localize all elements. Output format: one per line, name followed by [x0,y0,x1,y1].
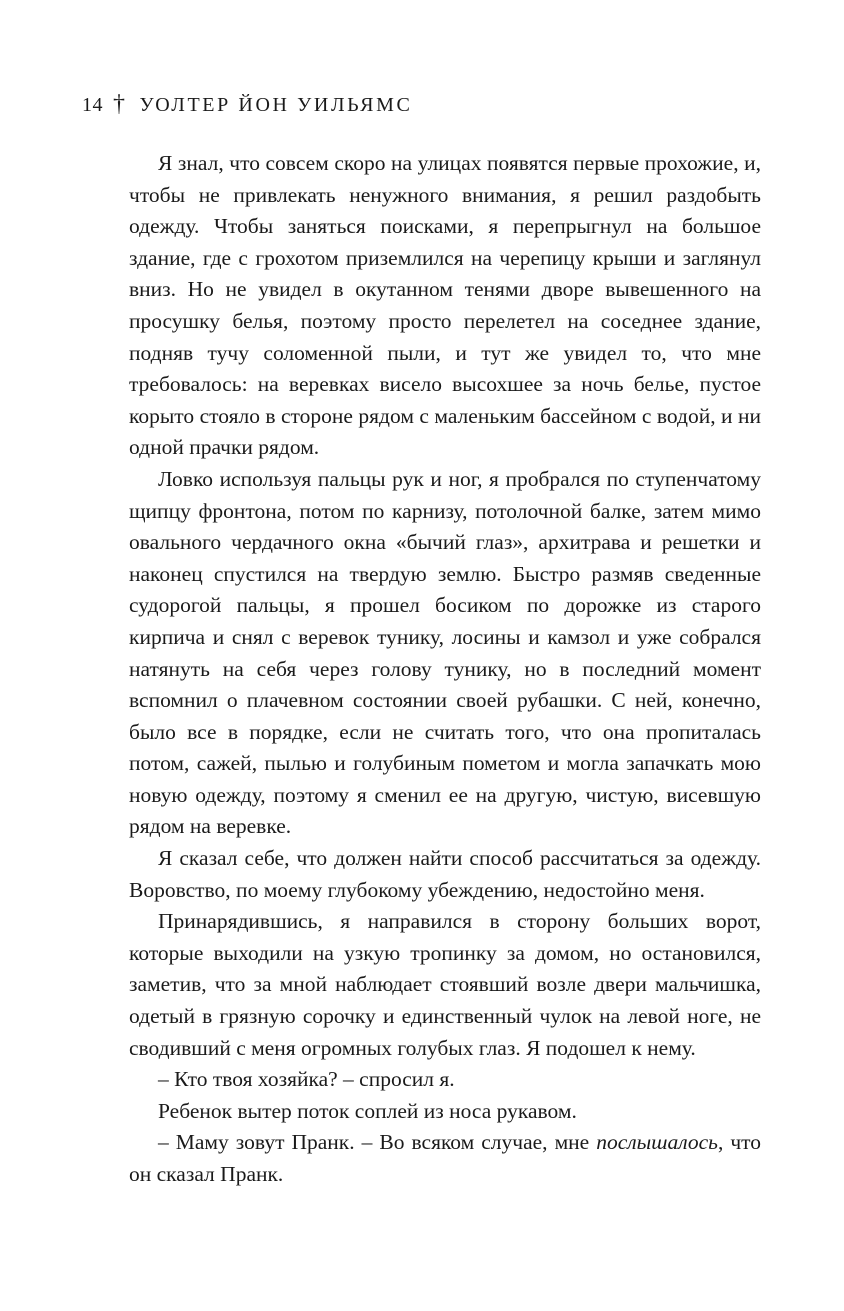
dialogue-line: – Кто твоя хозяйка? – спросил я. [158,1067,455,1092]
paragraph: Я сказал себе, что должен найти способ рассчитаться за одежду. Воровство, по моему глубокому убеждению, недостойно меня. [129,846,761,902]
dagger-ornament: † [113,90,126,117]
running-head [82,88,412,122]
paragraph: Я знал, что совсем скоро на улицах появятся первые прохожие, и, чтобы не привлекать ненужного внимания, я решил раздобыть одежду. Чтобы заняться поисками, я перепрыгнул на большое здание, где с грохотом приземлился на черепицу крыши и заглянул вниз. Но не увидел в окутанном тенями дворе вывешенного на просушку белья, поэтому просто перелетел на соседнее здание, подняв тучу соломенной пыли, и тут же увидел то, что мне требовалось: на веревках висело высохшее за ночь белье, пустое корыто стояло в стороне рядом с маленьким бассейном с водой, и ни одной прачки рядом. [129,151,761,460]
italic-emphasis: послышалось [596,1130,718,1155]
dialogue-line [129,1127,761,1190]
dialogue-text-end: , что он сказал Пранк. [129,1130,761,1186]
paragraph: Принарядившись, я направился в сторону больших ворот, которые выходили на узкую тропинку за домом, но остановился, заметив, что за мной наблюдает стоявший возле двери мальчишка, одетый в грязную сорочку и единственный чулок на левой ноге, не сводивший с меня огромных голубых глаз. Я подошел к нему. [129,909,761,1060]
page-number: 14 [82,93,103,116]
author-name: УОЛТЕР ЙОН УИЛЬЯМС [139,93,413,116]
paragraph: Ребенок вытер поток соплей из носа рукавом. [158,1098,577,1123]
paragraph: Ловко используя пальцы рук и ног, я пробрался по ступенчатому щипцу фронтона, потом по карнизу, потолочной балке, затем мимо овального чердачного окна «бычий глаз», архитрава и решетки и наконец спустился на твердую землю. Быстро размяв сведенные судорогой пальцы, я прошел босиком по дорожке из старого кирпича и снял с веревок тунику, лосины и камзол и уже собрался натянуть на себя через голову тунику, но в последний момент вспомнил о плачевном состоянии своей рубашки. С ней, конечно, было все в порядке, если не считать того, что она пропиталась потом, сажей, пылью и голубиным пометом и могла запачкать мою новую одежду, поэтому я сменил ее на другую, чистую, висевшую рядом на веревке. [129,466,761,839]
dialogue-text: – Маму зовут Пранк. – Во всяком случае, мне [158,1130,597,1155]
body-text [129,148,761,1191]
